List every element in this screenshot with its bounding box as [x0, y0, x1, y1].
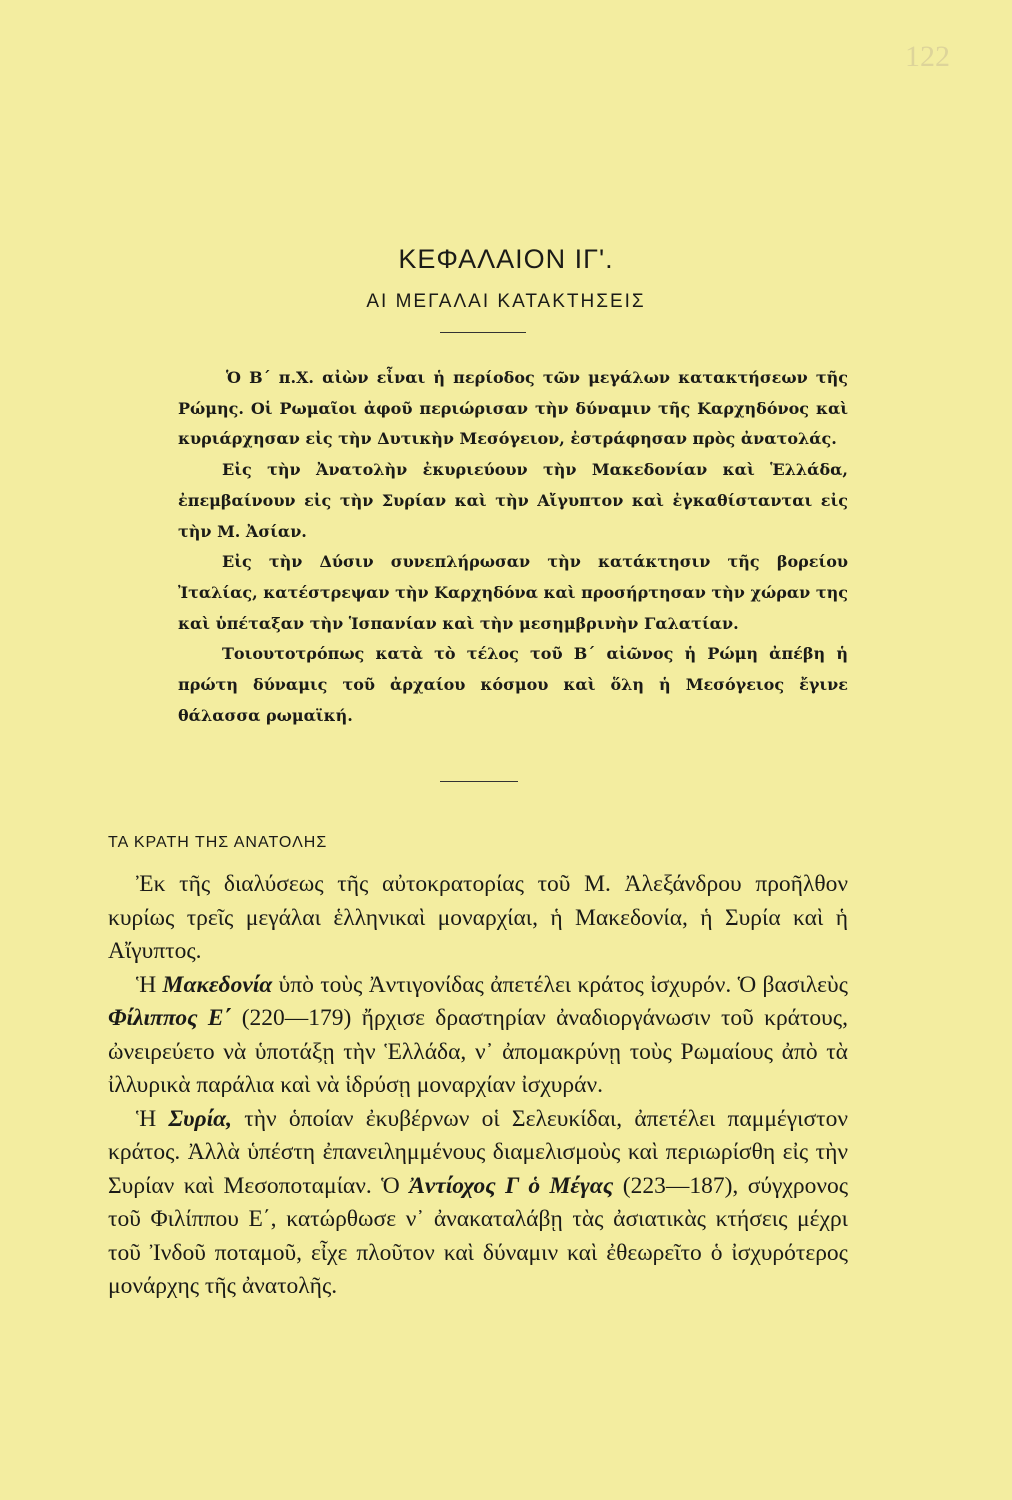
page-number: 122 [905, 40, 950, 73]
chapter-summary [178, 363, 848, 731]
text-run: (220—179) ἤρχισε δραστηρίαν ἀναδιοργάνωσιν τοῦ κράτους, ὠνειρεύετο νὰ ὑποτάξῃ τὴν Ἑλλάδα, ν᾿ ἀπομακρύνῃ τοὺς Ρωμαίους ἀπὸ τὰ ἰλλυρικὰ παράλια καὶ νὰ ἱδρύσῃ μοναρχίαν ἰσχυράν. [108, 1005, 848, 1098]
emphasis-syria: Συρία, [168, 1105, 233, 1132]
body-paragraph-3 [108, 1103, 848, 1304]
emphasis-antiochus: Ἀντίοχος Γ ὁ Μέγας [409, 1172, 614, 1199]
summary-paragraph: Εἰς τὴν Δύσιν συνεπλήρωσαν τὴν κατάκτησιν τῆς βορείου Ἰταλίας, κατέστρεψαν τὴν Καρχηδόνα καὶ προσήρτησαν τὴν χώραν της καὶ ὑπέταξαν τὴν Ἱσπανίαν καὶ τὴν μεσημβρινὴν Γαλατίαν. [178, 552, 848, 633]
body-paragraph-2 [108, 969, 848, 1103]
text-run: Ἡ [136, 1105, 169, 1132]
summary-paragraph: Τοιουτοτρόπως κατὰ τὸ τέλος τοῦ Β΄ αἰῶνος ἡ Ρώμη ἀπέβη ἡ πρώτη δύναμις τοῦ ἀρχαίου κόσμου καὶ ὅλη ἡ Μεσόγειος ἔγινε θάλασσα ρωμαϊκή. [178, 644, 848, 725]
summary-paragraph: Εἰς τὴν Ἀνατολὴν ἐκυριεύουν τὴν Μακεδονίαν καὶ Ἑλλάδα, ἐπεμβαίνουν εἰς τὴν Συρίαν καὶ τὴν Αἴγυπτον καὶ ἐγκαθίστανται εἰς τὴν Μ. Ἀσίαν. [178, 460, 848, 541]
emphasis-macedonia: Μακεδονία [162, 971, 273, 998]
text-run: τὴν ὁποίαν ἐκυβέρνων οἱ Σελευκίδαι, ἀπετέλει παμμέγιστον κράτος. Ἀλλὰ ὑπέστη ἐπανειλημμένους διαμελισμοὺς καὶ περιωρίσθη εἰς τὴν Συρίαν καὶ Μεσοποταμίαν. Ὁ [108, 1105, 848, 1199]
text-run: Ἡ [136, 971, 163, 998]
chapter-subtitle: ΑΙ ΜΕΓΑΛΑΙ ΚΑΤΑΚΤΗΣΕΙΣ [366, 291, 646, 312]
divider-bottom [440, 781, 518, 782]
section-heading: ΤΑ ΚΡΑΤΗ ΤΗΣ ΑΝΑΤΟΛΗΣ [108, 834, 328, 851]
emphasis-philip: Φίλιππος Ε΄ [108, 1005, 232, 1031]
body-paragraph-1: Ἐκ τῆς διαλύσεως τῆς αὐτοκρατορίας τοῦ Μ. Ἀλεξάνδρου προῆλθον κυρίως τρεῖς μεγάλαι ἑλληνικαὶ μοναρχίαι, ἡ Μακεδονία, ἡ Συρία καὶ ἡ Αἴγυπτος. [108, 871, 848, 964]
text-run: ὑπὸ τοὺς Ἀντιγονίδας ἀπετέλει κράτος ἰσχυρόν. Ὁ βασιλεὺς [272, 971, 848, 998]
summary-paragraph: Ὁ Β΄ π.Χ. αἰὼν εἶναι ἡ περίοδος τῶν μεγάλων κατακτήσεων τῆς Ρώμης. Οἱ Ρωμαῖοι ἀφοῦ περιώρισαν τὴν δύναμιν τῆς Καρχηδόνος καὶ κυριάρχησαν εἰς τὴν Δυτικὴν Μεσόγειον, ἐστράφησαν πρὸς ἀνατολάς. [178, 368, 848, 449]
text-run: (223—187), σύγχρονος τοῦ Φιλίππου Ε΄, κατώρθωσε ν᾿ ἀνακαταλάβῃ τὰς ἀσιατικὰς κτήσεις μέχρι τοῦ Ἰνδοῦ ποταμοῦ, εἶχε πλοῦτον καὶ δύναμιν καὶ ἐθεωρεῖτο ὁ ἰσχυρότερος μονάρχης τῆς ἀνατολῆς. [108, 1172, 848, 1299]
section-body [108, 868, 848, 1304]
chapter-title: ΚΕΦΑΛΑΙΟΝ ΙΓ'. [398, 244, 614, 274]
divider-top [440, 332, 526, 333]
